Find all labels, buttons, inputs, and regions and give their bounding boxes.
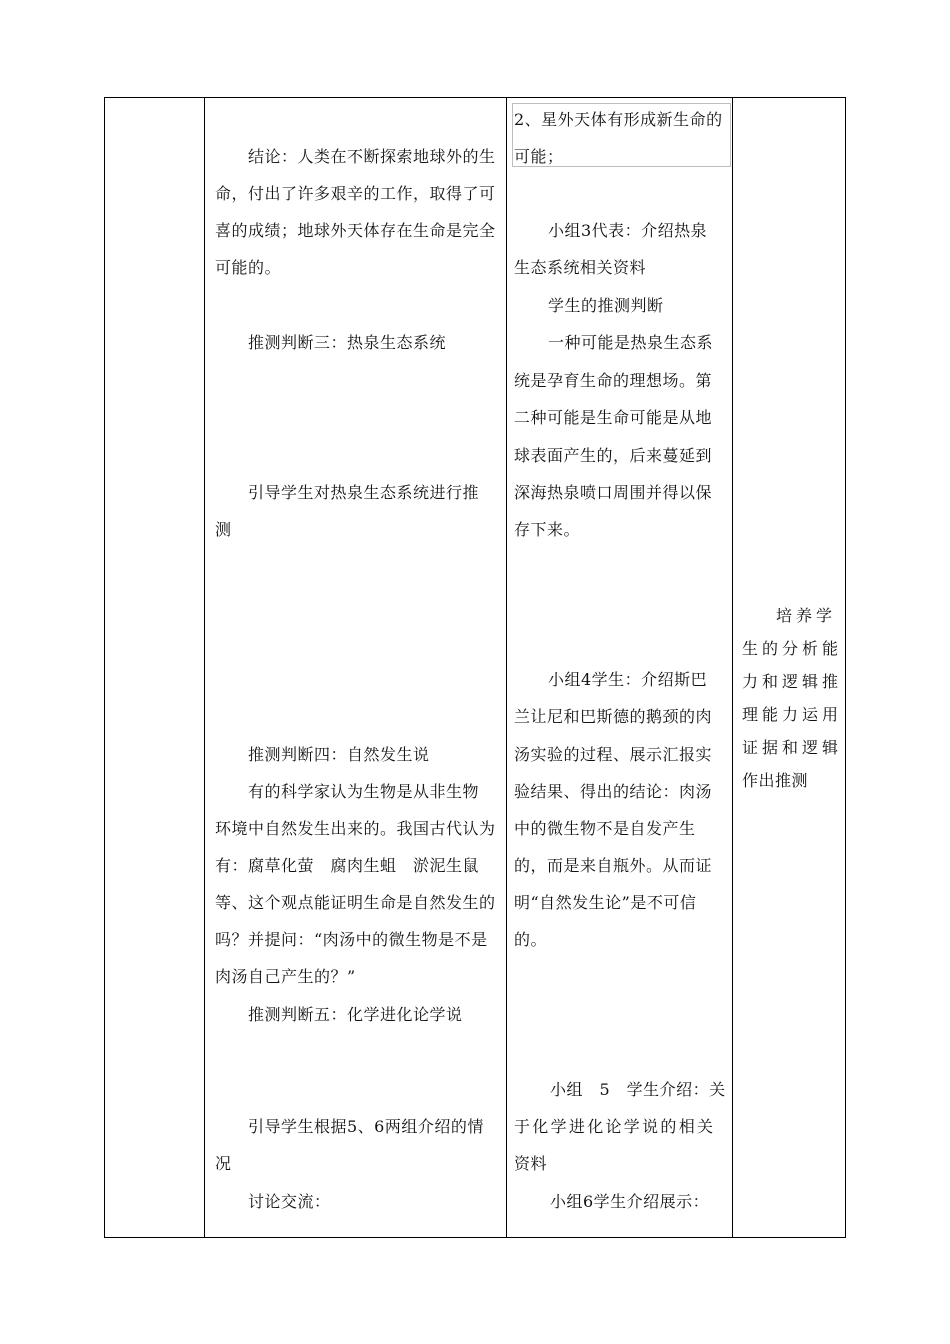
guide-text: 引导学生根据5、6两组介绍的情 (248, 1117, 484, 1136)
group-3-text: 生态系统相关资料 (514, 258, 647, 277)
paragraph-text: 吗？并提问：“肉汤中的微生物是不是 (215, 930, 488, 949)
guide-text: 测 (215, 520, 232, 539)
heading-spontaneous-generation: 推测判断四：自然发生说 (248, 745, 430, 764)
guide-text: 况 (215, 1154, 232, 1173)
column-divider (204, 98, 205, 1237)
group-4-text: 明“自然发生论”是不可信 (514, 893, 697, 912)
paragraph-text: 等、这个观点能证明生命是自然发生的 (215, 893, 496, 912)
group-5-text: 小组 5 学生介绍：关 (550, 1080, 726, 1099)
student-text: 深海热泉喷口周围并得以保 (514, 483, 713, 502)
group-6-text: 小组6学生介绍展示： (550, 1192, 710, 1211)
conclusion-text: 结论：人类在不断探索地球外的生 (248, 147, 496, 166)
group-4-text: 的。 (514, 930, 548, 949)
column-divider (506, 98, 507, 1237)
lesson-plan-table (104, 97, 846, 1238)
group-4-text: 验结果、得出的结论：肉汤 (514, 782, 713, 801)
student-text: 二种可能是生命可能是从地 (514, 408, 713, 427)
heading-hydrothermal: 推测判断三：热泉生态系统 (248, 333, 447, 352)
conclusion-text: 命，付出了许多艰辛的工作，取得了可 (215, 184, 496, 203)
group-4-text: 小组4学生：介绍斯巴 (548, 670, 708, 689)
paragraph-text: 肉汤自己产生的？” (215, 967, 356, 986)
intent-text: 培养学 (776, 606, 837, 625)
design-intent-column (742, 599, 842, 797)
paragraph-text: 环境中自然发生出来的。我国古代认为 (215, 819, 496, 838)
group-4-text: 兰让尼和巴斯德的鹅颈的肉 (514, 707, 713, 726)
conclusion-text: 喜的成绩；地球外天体存在生命是完全 (215, 221, 496, 240)
group-5-text: 于化学进化论学说的相关 (514, 1117, 716, 1136)
heading-chemical-evolution: 推测判断五：化学进化论学说 (248, 1005, 463, 1024)
group-3-text: 小组3代表：介绍热泉 (548, 221, 708, 240)
student-text: 存下来。 (514, 520, 581, 539)
student-text: 球表面产生的，后来蔓延到 (514, 446, 713, 465)
group-4-text: 的，而是来自瓶外。从而证 (514, 856, 713, 875)
discussion-label: 讨论交流： (248, 1192, 331, 1211)
student-judgement-label: 学生的推测判断 (548, 296, 664, 315)
intent-text: 作出推测 (742, 771, 809, 790)
paragraph-text: 有：腐草化萤 腐肉生蛆 淤泥生鼠 (215, 856, 480, 875)
student-text: 可能； (514, 147, 564, 166)
group-5-text: 资料 (514, 1154, 548, 1173)
intent-text: 理能力运用 (742, 705, 843, 724)
intent-text: 证据和逻辑 (742, 738, 843, 757)
intent-text: 生的分析能 (742, 639, 843, 658)
intent-text: 力和逻辑推 (742, 672, 843, 691)
student-text: 统是孕育生命的理想场。第 (514, 371, 713, 390)
group-4-text: 汤实验的过程、展示汇报实 (514, 745, 713, 764)
column-divider (732, 98, 733, 1237)
paragraph-text: 有的科学家认为生物是从非生物 (248, 782, 480, 801)
group-4-text: 中的微生物不是自发产生 (514, 819, 696, 838)
guide-text: 引导学生对热泉生态系统进行推 (248, 483, 480, 502)
student-text: 一种可能是热泉生态系 (548, 333, 714, 352)
student-text: 2、星外天体有形成新生命的 (514, 110, 723, 129)
conclusion-text: 可能的。 (215, 258, 282, 277)
